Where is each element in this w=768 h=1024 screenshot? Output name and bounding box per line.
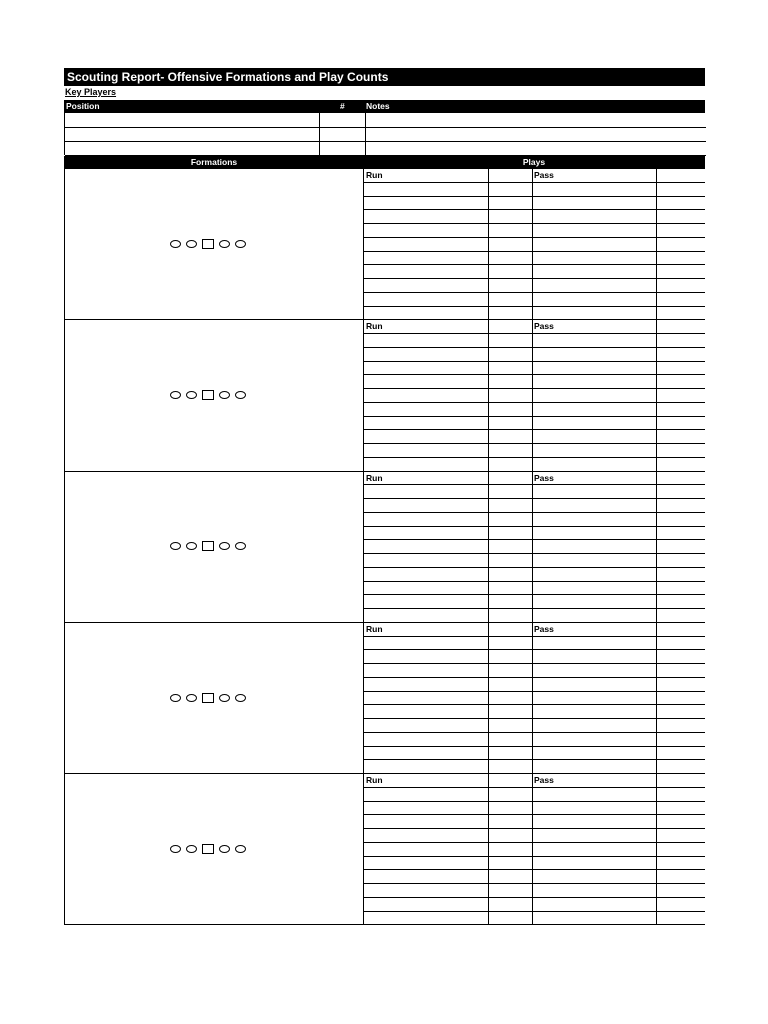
formation-diagram (170, 693, 246, 703)
notes-cell[interactable] (366, 113, 706, 127)
formations-header: Formations (190, 157, 238, 167)
position-cell[interactable] (65, 113, 320, 127)
center-square-icon (202, 693, 214, 703)
play-row[interactable] (364, 307, 705, 321)
play-row[interactable] (364, 375, 705, 389)
section-header-row (64, 156, 705, 169)
lineman-oval-icon (235, 391, 246, 399)
play-row[interactable] (364, 843, 705, 857)
play-row[interactable] (364, 183, 705, 197)
play-row[interactable] (364, 719, 705, 733)
formation-block (64, 623, 705, 774)
play-row[interactable] (364, 747, 705, 761)
play-row[interactable] (364, 774, 705, 788)
formation-block (64, 472, 705, 623)
formation-cell[interactable] (64, 169, 364, 320)
play-row[interactable] (364, 898, 705, 912)
play-row[interactable] (364, 403, 705, 417)
pass-label: Pass (534, 472, 554, 483)
number-column-header: # (340, 101, 345, 111)
play-row[interactable] (364, 169, 705, 183)
key-player-row (65, 113, 706, 128)
center-square-icon (202, 541, 214, 551)
run-label: Run (366, 775, 383, 786)
play-row[interactable] (364, 623, 705, 637)
play-row[interactable] (364, 857, 705, 871)
pass-label: Pass (534, 321, 554, 332)
lineman-oval-icon (170, 240, 181, 248)
plays-header: Plays (522, 157, 546, 167)
play-row[interactable] (364, 637, 705, 651)
key-player-row (65, 127, 706, 142)
play-row[interactable] (364, 499, 705, 513)
play-row[interactable] (364, 788, 705, 802)
play-row[interactable] (364, 485, 705, 499)
formation-diagram (170, 541, 246, 551)
play-row[interactable] (364, 912, 705, 926)
run-label: Run (366, 472, 383, 483)
lineman-oval-icon (186, 694, 197, 702)
notes-cell[interactable] (366, 127, 706, 141)
play-row[interactable] (364, 389, 705, 403)
play-row[interactable] (364, 829, 705, 843)
play-row[interactable] (364, 609, 705, 623)
formation-diagram (170, 239, 246, 249)
play-row[interactable] (364, 279, 705, 293)
lineman-oval-icon (186, 391, 197, 399)
position-cell[interactable] (65, 141, 320, 155)
pass-label: Pass (534, 775, 554, 786)
play-row[interactable] (364, 444, 705, 458)
lineman-oval-icon (219, 240, 230, 248)
play-row[interactable] (364, 320, 705, 334)
play-row[interactable] (364, 870, 705, 884)
play-row[interactable] (364, 472, 705, 486)
formation-cell[interactable] (64, 320, 364, 471)
center-square-icon (202, 390, 214, 400)
play-row[interactable] (364, 513, 705, 527)
play-row[interactable] (364, 348, 705, 362)
lineman-oval-icon (219, 542, 230, 550)
play-row[interactable] (364, 554, 705, 568)
play-row[interactable] (364, 650, 705, 664)
lineman-oval-icon (170, 694, 181, 702)
formation-block (64, 320, 705, 471)
pass-label: Pass (534, 170, 554, 180)
play-row[interactable] (364, 705, 705, 719)
number-cell[interactable] (319, 127, 366, 141)
lineman-oval-icon (219, 694, 230, 702)
notes-cell[interactable] (366, 141, 706, 155)
formation-block (64, 774, 705, 925)
lineman-oval-icon (235, 542, 246, 550)
play-row[interactable] (364, 362, 705, 376)
play-row[interactable] (364, 815, 705, 829)
play-row[interactable] (364, 265, 705, 279)
play-row[interactable] (364, 582, 705, 596)
play-row[interactable] (364, 664, 705, 678)
lineman-oval-icon (219, 391, 230, 399)
play-row[interactable] (364, 760, 705, 774)
play-row[interactable] (364, 595, 705, 609)
play-row[interactable] (364, 527, 705, 541)
play-row[interactable] (364, 802, 705, 816)
play-row[interactable] (364, 733, 705, 747)
key-players-heading: Key Players (65, 87, 117, 97)
lineman-oval-icon (186, 240, 197, 248)
number-cell[interactable] (319, 141, 366, 155)
formation-cell[interactable] (64, 623, 364, 774)
play-row[interactable] (364, 884, 705, 898)
play-row[interactable] (364, 210, 705, 224)
play-row[interactable] (364, 197, 705, 211)
lineman-oval-icon (186, 542, 197, 550)
play-row[interactable] (364, 417, 705, 431)
play-row[interactable] (364, 430, 705, 444)
key-players-table (64, 113, 705, 155)
lineman-oval-icon (219, 845, 230, 853)
play-row[interactable] (364, 458, 705, 472)
lineman-oval-icon (170, 391, 181, 399)
number-cell[interactable] (319, 113, 366, 127)
formation-block (64, 169, 705, 320)
play-row[interactable] (364, 568, 705, 582)
formation-diagram (170, 390, 246, 400)
formation-cell[interactable] (64, 774, 364, 925)
center-square-icon (202, 239, 214, 249)
center-square-icon (202, 844, 214, 854)
lineman-oval-icon (186, 845, 197, 853)
key-players-header-row (64, 100, 705, 113)
play-row[interactable] (364, 293, 705, 307)
play-row[interactable] (364, 692, 705, 706)
play-row[interactable] (364, 224, 705, 238)
lineman-oval-icon (235, 694, 246, 702)
run-label: Run (366, 170, 383, 180)
formation-diagram (170, 844, 246, 854)
run-label: Run (366, 321, 383, 332)
formation-cell[interactable] (64, 472, 364, 623)
lineman-oval-icon (170, 542, 181, 550)
pass-label: Pass (534, 623, 554, 634)
play-row[interactable] (364, 238, 705, 252)
play-row[interactable] (364, 678, 705, 692)
run-label: Run (366, 623, 383, 634)
position-cell[interactable] (65, 127, 320, 141)
play-row[interactable] (364, 540, 705, 554)
key-player-row (65, 141, 706, 156)
position-column-header: Position (66, 101, 100, 111)
notes-column-header: Notes (366, 101, 390, 111)
lineman-oval-icon (235, 845, 246, 853)
play-row[interactable] (364, 334, 705, 348)
play-row[interactable] (364, 252, 705, 266)
report-title: Scouting Report- Offensive Formations and Play Counts (64, 68, 705, 86)
lineman-oval-icon (170, 845, 181, 853)
lineman-oval-icon (235, 240, 246, 248)
